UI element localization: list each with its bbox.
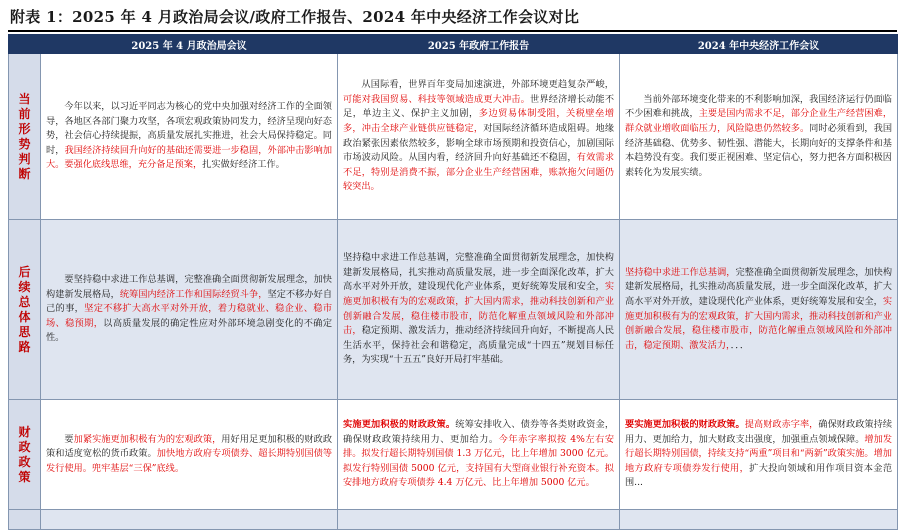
text-segment: 世界经济增长动能不足，单边主义、保护主义加剧，: [343, 93, 615, 120]
title-rule: [8, 30, 897, 32]
text-segment: 确保财政政策持续用力、更加给力，加大财政支出强度，加强重点领域保障。: [625, 419, 893, 445]
cell-approach-cewc: [620, 220, 898, 400]
text-segment: 坚定不移办好自己的事，: [46, 288, 333, 315]
text-segment: 多边贸易体制受阻，关税壁垒增多，冲击全球产业链供应链稳定，: [343, 108, 615, 134]
text-segment: 我国经济持续回升向好的基础还需要进一步稳固，外部冲击影响加大。要强化底线思维，充分备足预案，: [46, 144, 333, 171]
text-segment: 对国际经济循环造成阻碍。地缘政治紧张因素依然较多，影响全球市场预期和投资信心，加剧国际市场波动风险。从国内看，经济回升向好基础还不稳固，: [343, 122, 615, 164]
table-row-partial: [9, 510, 898, 530]
row-label-overall-approach: 后续总体思路: [9, 220, 41, 400]
cell-fiscal-politburo: [41, 400, 338, 510]
row-label-situation: 当前形势判断: [9, 54, 41, 220]
text-segment: 有效需求不足，特别是消费不振，部分企业生产经营困难，账款拖欠问题仍较突出。: [343, 152, 615, 193]
text-segment: 加快地方政府专项债券、超长期特别国债等发行使用。兜牢基层“三保”底线。: [46, 448, 333, 474]
text-segment: 增加发行超长期特别国债，持续支持“两重”项目和“两新”政策实施。增加地方政府专项债券发行使用，: [625, 433, 893, 474]
text-segment: 以高质量发展的确定性应对外部环境急剧变化的不确定性。: [46, 317, 333, 344]
cell-situation-politburo: [41, 54, 338, 220]
text-segment: 要实施更加积极的财政政策。: [625, 419, 745, 431]
cell-fiscal-cewc: [620, 400, 898, 510]
corner-cell: [9, 35, 41, 54]
header-gov-report-2025: 2025 年政府工作报告: [338, 35, 620, 54]
text-segment: 扎实做好经济工作。: [202, 159, 285, 171]
page-title: 附表 1：2025 年 4 月政治局会议/政府工作报告、2024 年中央经济工作会议对比: [10, 8, 580, 26]
text-segment: 完整准确全面贯彻新发展理念，加快构建新发展格局，扎实推动高质量发展，进一步全面深化改革，扩大高水平对外开放，建设现代化产业体系，更好统筹发展和安全，: [625, 266, 893, 307]
text-segment: 实施更加积极的财政政策。: [343, 419, 456, 431]
text-segment: 今年赤字率拟按 4%左右安排。拟发行超长期特别国债 1.3 万亿元，比上年增加 3000 亿元。拟发行特别国债 5000 亿元，支持国有大型商业银行补充资本。拟安排地方政府专项债券 4.4 万亿元、比上年增加 5000 亿元。: [343, 433, 615, 489]
text-segment: 加紧实施更加积极有为的宏观政策，: [73, 433, 222, 445]
row-label-fiscal-policy: 财政政策: [9, 400, 41, 510]
text-segment: 今年以来，以习近平同志为核心的党中央加强对经济工作的全面领导，各地区各部门聚力攻坚，各项宏观政策协同发力，经济呈现向好态势，社会信心持续提振，高质量发展扎实推进，社会大局保持稳定。同时，: [46, 101, 332, 156]
table-row: [9, 54, 898, 220]
text-segment: 用好用足更加积极的财政政策和适度宽松的货币政策。: [46, 433, 333, 460]
cell-situation-gov-report: [338, 54, 620, 220]
text-segment: 实施更加积极有为的宏观政策，扩大国内需求，推动科技创新和产业创新融合发展，稳住楼市股市，防范化解重点领域风险和外部冲击，: [343, 281, 614, 337]
text-segment: 提高财政赤字率，: [744, 419, 819, 431]
text-segment: 稳定预期、激发活力，推动经济持续回升向好，不断提高人民生活水平，保持社会和谐稳定，高质量完成“十四五”规划目标任务，为实现“十五五”良好开局打牢基础。: [343, 325, 615, 366]
comparison-table: [8, 34, 898, 530]
text-segment: 要: [64, 433, 74, 445]
text-segment: 坚持稳中求进工作总基调，完整准确全面贯彻新发展理念，加快构建新发展格局，扎实推动高质量发展，进一步全面深化改革，扩大高水平对外开放，建设现代化产业体系，更好统筹发展和安全，: [343, 252, 614, 293]
text-segment: 要坚持稳中求进工作总基调，完整准确全面贯彻新发展理念，加快构建新发展格局，: [46, 274, 332, 300]
text-segment: 实施更加积极有为的宏观政策，扩大国内需求，推动科技创新和产业创新融合发展，稳住楼市股市，防范化解重点领域风险和外部冲击，稳定预期、激发活力，: [625, 295, 892, 351]
text-segment: 从国际看，世界百年变局加速演进，外部环境更趋复杂严峻，: [361, 79, 614, 91]
text-segment: 当前外部环境变化带来的不利影响加深，我国经济运行仍面临不少困难和挑战，: [625, 93, 892, 120]
text-segment: 可能对我国贸易、科技等领域造成更大冲击。: [343, 93, 531, 105]
cell-fiscal-gov-report: [338, 400, 620, 510]
table-header-row: [9, 35, 898, 54]
header-cewc-2024: 2024 年中央经济工作会议: [620, 35, 898, 54]
table-row: [9, 220, 898, 400]
text-segment: 扩大投向领域和用作项目资本金范围...: [625, 462, 893, 489]
cell-situation-cewc: [620, 54, 898, 220]
text-segment: ．．．: [730, 339, 750, 351]
text-segment: 坚持稳中求进工作总基调，: [625, 266, 736, 278]
text-segment: 坚定不移扩大高水平对外开放，着力稳就业、稳企业、稳市场、稳预期，: [46, 303, 333, 329]
cell-approach-politburo: [41, 220, 338, 400]
cell-approach-gov-report: [338, 220, 620, 400]
text-segment: 统筹安排收入、债券等各类财政资金，确保财政政策持续用力、更加给力。: [343, 419, 615, 445]
header-politburo-2025: 2025 年 4 月政治局会议: [41, 35, 338, 54]
table-row: [9, 400, 898, 510]
text-segment: 统筹国内经济工作和国际经贸斗争，: [119, 288, 268, 300]
text-segment: 主要是国内需求不足，部分企业生产经营困难，群众就业增收面临压力，风险隐患仍然较多。: [625, 108, 893, 134]
text-segment: 同时必须看到，我国经济基础稳、优势多、韧性强、潜能大，长期向好的支撑条件和基本趋势没有变。我们要正视困难、坚定信心，努力把各方面积极因素转化为发展实绩。: [625, 122, 893, 178]
